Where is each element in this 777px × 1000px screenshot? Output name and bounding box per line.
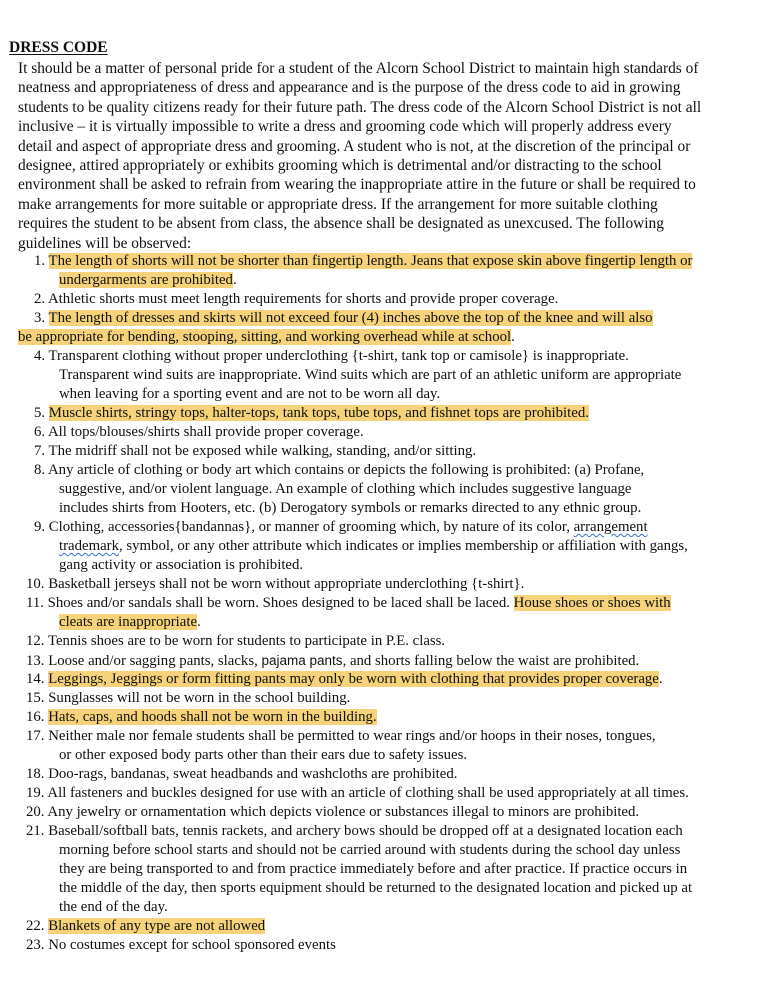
rule-4: 4. Transparent clothing without proper underclothing {t-shirt, tank top or camisole} is inappropriate. xyxy=(34,348,629,364)
intro-line: make arrangements for more suitable or appropriate dress. If the arrangement for more suitable clothing xyxy=(18,195,658,213)
rule-highlight: Blankets of any type are not allowed xyxy=(48,918,266,934)
intro-line: environment shall be asked to refrain from wearing the inappropriate attire in the future or shall be required to xyxy=(18,176,696,194)
rule-3: 3. The length of dresses and skirts will not exceed four (4) inches above the top of the knee and will also xyxy=(34,310,653,326)
rule-11: 11. Shoes and/or sandals shall be worn. Shoes designed to be laced shall be laced. House shoes or shoes with xyxy=(26,595,671,611)
rule-highlight: Hats, caps, and hoods shall not be worn in the building. xyxy=(48,709,377,725)
rule-20: 20. Any jewelry or ornamentation which depicts violence or substances illegal to minors are prohibited. xyxy=(26,804,640,820)
intro-line: inclusive – it is virtually impossible to write a dress and grooming code which will properly address every xyxy=(18,118,672,136)
rule-9: 9. Clothing, accessories{bandannas}, or manner of grooming which, by nature of its color, arrangement xyxy=(34,519,648,535)
rule-19: 19. All fasteners and buckles designed for use with an article of clothing shall be used appropriately at all times. xyxy=(26,785,689,801)
rule-text: , and shorts falling below the waist are prohibited. xyxy=(342,653,640,669)
rule-highlight: The length of shorts will not be shorter than fingertip length. Jeans that expose skin above fingertip length or xyxy=(48,253,693,269)
rule-2: 2. Athletic shorts must meet length requirements for shorts and provide proper coverage. xyxy=(34,291,559,307)
rule-21-continued: the end of the day. xyxy=(59,899,168,915)
intro-line: guidelines will be observed: xyxy=(18,234,192,252)
rule-5: 5. Muscle shirts, stringy tops, halter-tops, tank tops, tube tops, and fishnet tops are prohibited. xyxy=(34,405,589,421)
rule-21-continued: morning before school starts and should not be carried around with students during the school day unless xyxy=(59,842,681,858)
rule-text: Doo-rags, bandanas, sweat headbands and washcloths are prohibited. xyxy=(48,766,458,782)
rules-list xyxy=(0,252,777,955)
intro-line: designee, attired appropriately or exhibits grooming which is detrimental and/or distracting to the school xyxy=(18,157,662,175)
rule-7: 7. The midriff shall not be exposed while walking, standing, and/or sitting. xyxy=(34,443,477,459)
rule-13: 13. Loose and/or sagging pants, slacks, pajama pants, and shorts falling below the waist are prohibited. xyxy=(26,653,640,669)
rule-4-continued: Transparent wind suits are inappropriate. Wind suits which are part of an athletic uniform are appropriate xyxy=(59,367,682,383)
rule-text: Sunglasses will not be worn in the school building. xyxy=(48,690,351,706)
rule-9-continued xyxy=(0,537,777,556)
rule-text: Transparent clothing without proper underclothing {t-shirt, tank top or camisole} is inappropriate. xyxy=(48,348,629,364)
rule-text: Any article of clothing or body art which contains or depicts the following is prohibited: (a) Profane, xyxy=(47,462,645,478)
rule-highlight: cleats are inappropriate xyxy=(59,614,198,630)
spellcheck-word: trademark xyxy=(59,538,119,554)
rule-text: Shoes and/or sandals shall be worn. Shoes designed to be laced shall be laced. xyxy=(47,595,514,611)
intro-line: requires the student to be absent from class, the absence shall be designated as unexcused. The following xyxy=(18,215,664,233)
rule-10: 10. Basketball jerseys shall not be worn without appropriate underclothing {t-shirt}. xyxy=(26,576,525,592)
rule-8: 8. Any article of clothing or body art which contains or depicts the following is prohibited: (a) Profane, xyxy=(34,462,645,478)
intro-line: detail and aspect of appropriate dress and grooming. A student who is not, at the discretion of the principal or xyxy=(18,137,691,155)
rule-8-continued: suggestive, and/or violent language. An example of clothing which includes suggestive language xyxy=(59,481,632,497)
rule-text: All tops/blouses/shirts shall provide proper coverage. xyxy=(47,424,364,440)
rule-3-continued: be appropriate for bending, stooping, sitting, and working overhead while at school. xyxy=(18,329,515,345)
rule-highlight: Muscle shirts, stringy tops, halter-tops, tank tops, tube tops, and fishnet tops are prohibited. xyxy=(48,405,589,421)
rule-17: 17. Neither male nor female students shall be permitted to wear rings and/or hoops in their noses, tongues, xyxy=(26,728,656,744)
rule-text: Tennis shoes are to be worn for students to participate in P.E. class. xyxy=(47,633,446,649)
rule-text: All fasteners and buckles designed for use with an article of clothing shall be used appropriately at all times. xyxy=(47,785,689,801)
rule-highlight: undergarments are prohibited xyxy=(59,272,233,288)
rule-text: Athletic shorts must meet length requirements for shorts and provide proper coverage. xyxy=(47,291,559,307)
rule-text: Neither male nor female students shall be permitted to wear rings and/or hoops in their noses, tongues, xyxy=(48,728,656,744)
rule-highlight: Leggings, Jeggings or form fitting pants may only be worn with clothing that provides proper coverage xyxy=(48,671,659,687)
rule-21-continued: they are being transported to and from practice immediately before and after practice. If practice occurs in xyxy=(59,861,688,877)
rule-highlight: The length of dresses and skirts will not exceed four (4) inches above the top of the knee and will also xyxy=(48,310,653,326)
spellcheck-word: arrangement xyxy=(573,519,648,535)
rule-22: 22. Blankets of any type are not allowed xyxy=(26,918,266,934)
rule-21-continued: the middle of the day, then sports equipment should be returned to the designated location and picked up at xyxy=(59,880,693,896)
rule-23: 23. No costumes except for school sponsored events xyxy=(26,937,336,953)
intro-paragraph xyxy=(18,59,758,253)
rule-text: Clothing, accessories{bandannas}, or manner of grooming which, by nature of its color, xyxy=(48,519,574,535)
intro-line: neatness and appropriateness of dress and appearance and is the purpose of the dress code to aid in growing xyxy=(18,79,681,97)
rule-16: 16. Hats, caps, and hoods shall not be worn in the building. xyxy=(26,709,377,725)
rule-9-continued: gang activity or association is prohibited. xyxy=(59,557,304,573)
rule-1: 1. The length of shorts will not be shorter than fingertip length. Jeans that expose skin above fingertip length or xyxy=(34,253,693,269)
rule-8-continued: includes shirts from Hooters, etc. (b) Derogatory symbols or remarks directed to any ethnic group. xyxy=(59,500,642,516)
rule-14: 14. Leggings, Jeggings or form fitting pants may only be worn with clothing that provides proper coverage. xyxy=(26,671,663,687)
intro-line: students to be quality citizens ready for their future path. The dress code of the Alcorn School District is not all xyxy=(18,98,702,116)
rule-4-continued: when leaving for a sporting event and are not to be worn all day. xyxy=(59,386,441,402)
rule-6: 6. All tops/blouses/shirts shall provide proper coverage. xyxy=(34,424,364,440)
rule-text: Any jewelry or ornamentation which depicts violence or substances illegal to minors are prohibited. xyxy=(47,804,640,820)
rule-17-continued: or other exposed body parts other than their ears due to safety issues. xyxy=(59,747,468,763)
rule-12: 12. Tennis shoes are to be worn for students to participate in P.E. class. xyxy=(26,633,446,649)
rule-1-continued: undergarments are prohibited. xyxy=(59,272,237,288)
rule-highlight: be appropriate for bending, stooping, sitting, and working overhead while at school xyxy=(18,329,512,345)
rule-11-continued: cleats are inappropriate. xyxy=(59,614,201,630)
intro-line: It should be a matter of personal pride for a student of the Alcorn School District to maintain high standards of xyxy=(18,60,699,77)
rule-text: , symbol, or any other attribute which indicates or implies membership or affiliation with gangs, xyxy=(118,538,688,554)
rule-15: 15. Sunglasses will not be worn in the school building. xyxy=(26,690,351,706)
page-title: DRESS CODE xyxy=(9,39,108,56)
rule-text: The midriff shall not be exposed while walking, standing, and/or sitting. xyxy=(48,443,477,459)
rule-21: 21. Baseball/softball bats, tennis rackets, and archery bows should be dropped off at a designated location each xyxy=(26,823,683,839)
rule-text: Baseball/softball bats, tennis rackets, and archery bows should be dropped off at a designated location each xyxy=(48,823,683,839)
rule-highlight: House shoes or shoes with xyxy=(513,595,671,611)
rule-text: Basketball jerseys shall not be worn without appropriate underclothing {t-shirt}. xyxy=(48,576,525,592)
rule-18: 18. Doo-rags, bandanas, sweat headbands and washcloths are prohibited. xyxy=(26,766,458,782)
rule-text: No costumes except for school sponsored events xyxy=(48,937,336,953)
rule-text-sans: pajama pants xyxy=(261,653,343,668)
rule-text: Loose and/or sagging pants, slacks, xyxy=(48,653,262,669)
